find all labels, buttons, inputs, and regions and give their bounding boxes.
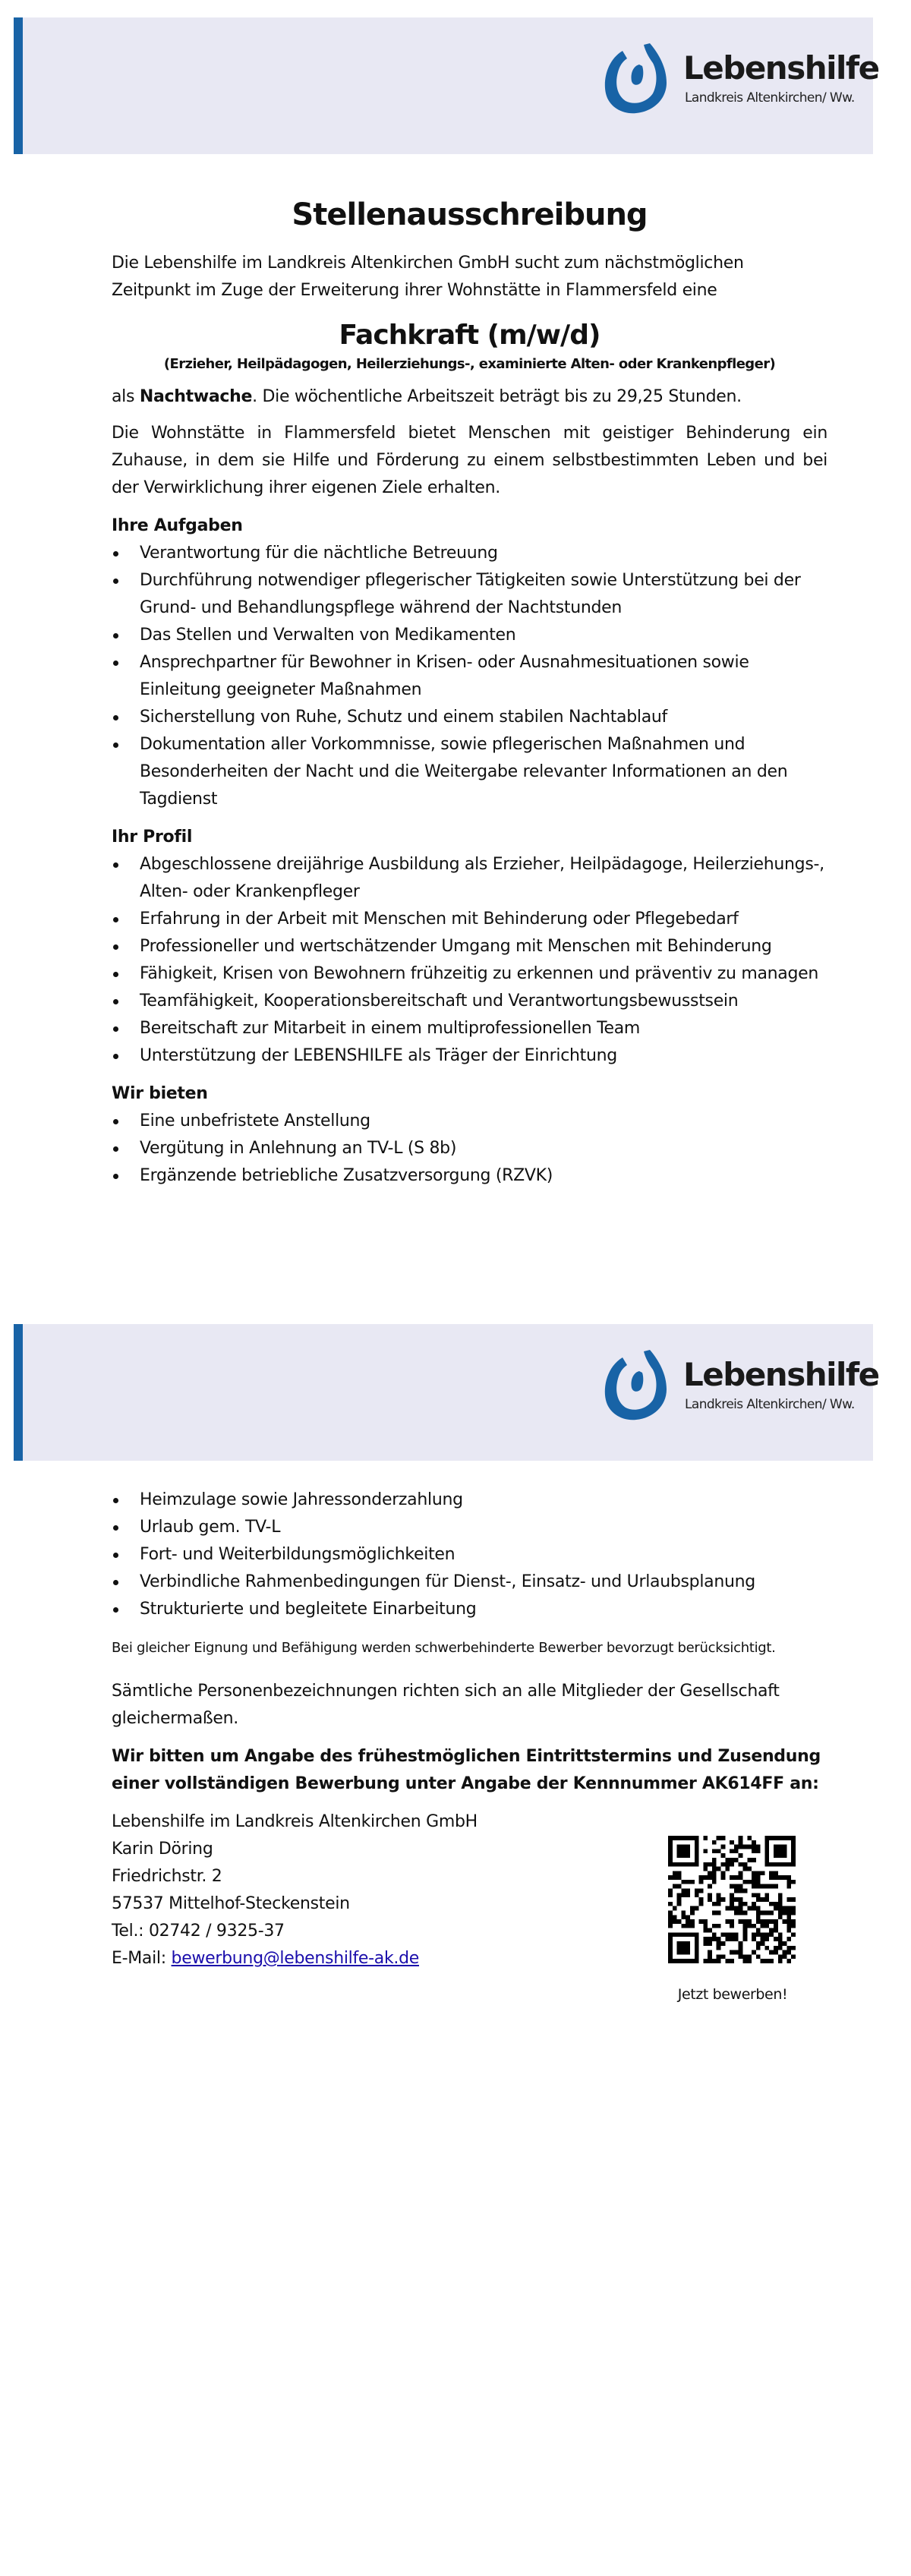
list-item-text: Durchführung notwendiger pflegerischer Tätigkeiten sowie Unterstützung bei der Grund- und Behandlungspflege während der Nachtstunden bbox=[140, 571, 801, 617]
description-paragraph: Die Wohnstätte in Flammersfeld bietet Menschen mit geistiger Behinderung ein Zuhause, in dem sie Hilfe und Förderung zu einem selbstbestimmten Leben und bei der Verwirklichung ihrer eigenen Ziele erhalten. bbox=[112, 424, 827, 497]
email-link[interactable]: bewerbung@lebenshilfe-ak.de bbox=[171, 1949, 419, 1968]
list-item bbox=[112, 1514, 827, 1541]
list-item-text: Unterstützung der LEBENSHILFE als Träger der Einrichtung bbox=[140, 1046, 617, 1065]
list-item-text: Fort- und Weiterbildungsmöglichkeiten bbox=[140, 1545, 456, 1564]
bullet-icon bbox=[113, 917, 118, 922]
bullet-icon bbox=[113, 1580, 118, 1585]
list-item bbox=[112, 988, 827, 1015]
list-item-text: Verbindliche Rahmenbedingungen für Dienst-, Einsatz- und Urlaubsplanung bbox=[140, 1572, 755, 1591]
bullet-icon bbox=[113, 633, 118, 638]
bullet-icon bbox=[113, 1026, 118, 1032]
list-item bbox=[112, 1569, 827, 1596]
letterhead-banner-page-2 bbox=[14, 1324, 879, 1461]
page-title: Stellenausschreibung bbox=[292, 197, 648, 232]
list-item-text: Dokumentation aller Vorkommnisse, sowie pflegerischen Maßnahmen und Besonderheiten der Nacht und die Weitergabe relevanter Informationen an den Tagdienst bbox=[140, 735, 788, 809]
gender-note: Sämtliche Personenbezeichnungen richten sich an alle Mitglieder der Gesellschaft gleichermaßen. bbox=[112, 1682, 780, 1728]
bullet-icon bbox=[113, 743, 118, 748]
list-item-text: Eine unbefristete Anstellung bbox=[140, 1111, 370, 1130]
list-item bbox=[112, 1135, 827, 1162]
lebenshilfe-logo bbox=[600, 1347, 879, 1423]
accent-bar bbox=[14, 17, 23, 154]
list-item-text: Strukturierte und begleitete Einarbeitung bbox=[140, 1600, 477, 1619]
brand-name: Lebenshilfe bbox=[683, 1356, 879, 1393]
list-item bbox=[112, 1541, 827, 1569]
offer-list-continued bbox=[112, 1487, 827, 1623]
list-item bbox=[112, 1487, 827, 1514]
list-item-text: Fähigkeit, Krisen von Bewohnern frühzeitig zu erkennen und präventiv zu managen bbox=[140, 964, 819, 983]
role-paragraph bbox=[112, 383, 827, 411]
bullet-icon bbox=[113, 972, 118, 977]
contact-phone: Tel.: 02742 / 9325-37 bbox=[112, 1922, 285, 1941]
accent-bar bbox=[14, 1324, 23, 1461]
bullet-icon bbox=[113, 715, 118, 720]
list-item-text: Teamfähigkeit, Kooperationsbereitschaft und Verantwortungsbewusstsein bbox=[140, 992, 739, 1011]
contact-street: Friedrichstr. 2 bbox=[112, 1867, 222, 1886]
tasks-list bbox=[112, 540, 827, 813]
bullet-icon bbox=[113, 579, 118, 584]
list-item-text: Ansprechpartner für Bewohner in Krisen- oder Ausnahmesituationen sowie Einleitung geeigneter Maßnahmen bbox=[140, 653, 749, 699]
intro-paragraph: Die Lebenshilfe im Landkreis Altenkirchen GmbH sucht zum nächstmöglichen Zeitpunkt im Zuge der Erweiterung ihrer Wohnstätte in Flammersfeld eine bbox=[112, 254, 744, 300]
list-item-text: Heimzulage sowie Jahressonderzahlung bbox=[140, 1490, 463, 1509]
qr-caption: Jetzt bewerben! bbox=[677, 1986, 788, 2003]
section-heading-angebot: Wir bieten bbox=[112, 1084, 208, 1103]
contact-city: 57537 Mittelhof-Steckenstein bbox=[112, 1894, 350, 1913]
bullet-icon bbox=[113, 1174, 118, 1179]
list-item-text: Abgeschlossene dreijährige Ausbildung als Erzieher, Heilpädagoge, Heilerziehungs-, Alten- oder Krankenpfleger bbox=[140, 855, 824, 901]
list-item bbox=[112, 906, 827, 933]
job-subtitle: (Erzieher, Heilpädagogen, Heilerziehungs-, examinierte Alten- oder Krankenpfleger) bbox=[163, 356, 776, 372]
offer-list bbox=[112, 1108, 827, 1190]
list-item bbox=[112, 622, 827, 649]
bullet-icon bbox=[113, 999, 118, 1004]
bullet-icon bbox=[113, 551, 118, 557]
list-item-text: Das Stellen und Verwalten von Medikamenten bbox=[140, 626, 516, 645]
section-heading-aufgaben: Ihre Aufgaben bbox=[112, 516, 243, 535]
bullet-icon bbox=[113, 1525, 118, 1531]
list-item-text: Sicherstellung von Ruhe, Schutz und einem stabilen Nachtablauf bbox=[140, 708, 667, 727]
section-heading-profil: Ihr Profil bbox=[112, 828, 193, 847]
contact-person: Karin Döring bbox=[112, 1840, 213, 1859]
bullet-icon bbox=[113, 1553, 118, 1558]
lebenshilfe-logo-icon bbox=[600, 40, 673, 116]
letterhead-banner bbox=[14, 17, 879, 154]
role-prefix: als bbox=[112, 387, 140, 406]
page-1-content bbox=[112, 192, 827, 1190]
list-item bbox=[112, 540, 827, 567]
brand-subtitle: Landkreis Altenkirchen/ Ww. bbox=[685, 1397, 855, 1412]
bullet-icon bbox=[113, 862, 118, 868]
list-item bbox=[112, 567, 827, 622]
lebenshilfe-logo-icon bbox=[600, 1347, 673, 1423]
brand-name: Lebenshilfe bbox=[683, 49, 879, 87]
list-item bbox=[112, 1162, 827, 1190]
list-item bbox=[112, 933, 827, 960]
list-item bbox=[112, 1108, 827, 1135]
qr-code-icon bbox=[668, 1836, 796, 1963]
bullet-icon bbox=[113, 1498, 118, 1503]
bullet-icon bbox=[113, 1607, 118, 1613]
list-item bbox=[112, 704, 827, 731]
list-item-text: Professioneller und wertschätzender Umgang mit Menschen mit Behinderung bbox=[140, 937, 772, 956]
list-item bbox=[112, 851, 827, 906]
profile-list bbox=[112, 851, 827, 1070]
brand-subtitle: Landkreis Altenkirchen/ Ww. bbox=[685, 90, 855, 106]
bullet-icon bbox=[113, 1146, 118, 1152]
role-name: Nachtwache bbox=[139, 387, 253, 406]
job-title: Fachkraft (m/w/d) bbox=[339, 320, 601, 351]
list-item-text: Verantwortung für die nächtliche Betreuung bbox=[140, 544, 498, 563]
role-suffix: . Die wöchentliche Arbeitszeit beträgt bis zu 29,25 Stunden. bbox=[252, 387, 742, 406]
email-label: E-Mail: bbox=[112, 1949, 172, 1968]
application-request: Wir bitten um Angabe des frühestmöglichen Eintrittstermins und Zusendung einer vollständigen Bewerbung unter Angabe der Kennnummer AK614FF an: bbox=[112, 1747, 821, 1793]
qr-code-block bbox=[668, 1836, 797, 2003]
list-item-text: Vergütung in Anlehnung an TV-L (S 8b) bbox=[140, 1139, 457, 1158]
disability-note: Bei gleicher Eignung und Befähigung werden schwerbehinderte Bewerber bevorzugt berücksichtigt. bbox=[112, 1640, 776, 1656]
list-item-text: Bereitschaft zur Mitarbeit in einem multiprofessionellen Team bbox=[140, 1019, 641, 1038]
list-item bbox=[112, 1596, 827, 1623]
list-item bbox=[112, 731, 827, 813]
list-item bbox=[112, 960, 827, 988]
list-item bbox=[112, 1015, 827, 1042]
bullet-icon bbox=[113, 944, 118, 950]
contact-organization: Lebenshilfe im Landkreis Altenkirchen GmbH bbox=[112, 1812, 478, 1831]
bullet-icon bbox=[113, 1054, 118, 1059]
list-item bbox=[112, 1042, 827, 1070]
list-item-text: Erfahrung in der Arbeit mit Menschen mit Behinderung oder Pflegebedarf bbox=[140, 910, 739, 929]
bullet-icon bbox=[113, 1119, 118, 1124]
lebenshilfe-logo bbox=[600, 40, 879, 116]
list-item bbox=[112, 649, 827, 704]
list-item-text: Ergänzende betriebliche Zusatzversorgung (RZVK) bbox=[140, 1166, 553, 1185]
bullet-icon bbox=[113, 661, 118, 666]
list-item-text: Urlaub gem. TV-L bbox=[140, 1518, 281, 1537]
